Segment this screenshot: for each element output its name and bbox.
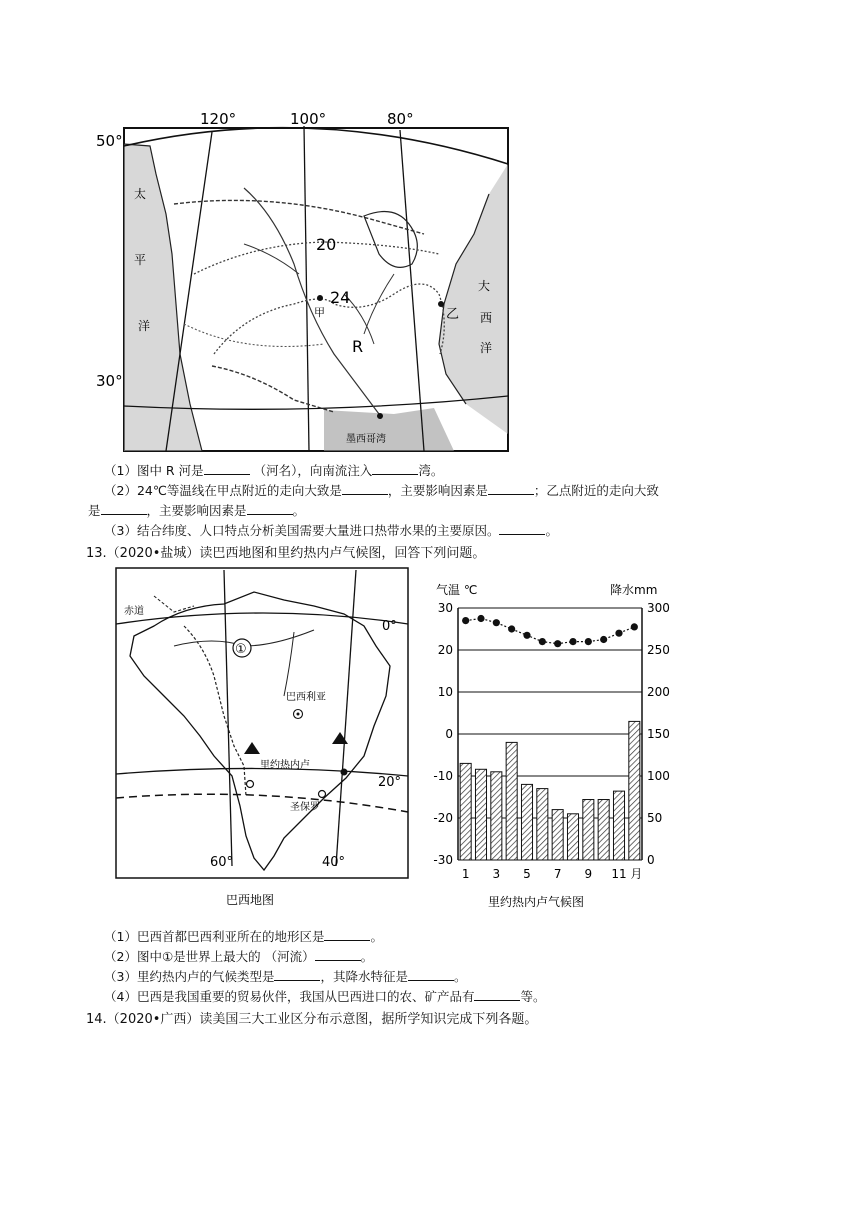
month-tick-label: 5 xyxy=(523,867,531,881)
q13-line-4: （4）巴西是我国重要的贸易伙伴，我国从巴西进口的农、矿产品有 等。 xyxy=(104,989,546,1004)
lon-label-40: 40° xyxy=(322,855,346,870)
precip-tick-label: 50 xyxy=(647,811,663,825)
temp-point xyxy=(600,636,607,643)
precip-bar xyxy=(521,784,532,860)
temp-point xyxy=(523,632,530,639)
precip-bar xyxy=(583,800,594,860)
q13-line-3: （3）里约热内卢的气候类型是 ，其降水特征是 。 xyxy=(104,969,467,984)
city-rio: 里约热内卢 xyxy=(260,760,310,771)
precip-bar xyxy=(552,810,563,860)
q12-line-4: （3）结合纬度、人口特点分析美国需要大量进口热带水果的主要原因。 。 xyxy=(104,523,558,538)
temp-point xyxy=(477,615,484,622)
blank[interactable] xyxy=(408,968,454,981)
precip-tick-label: 200 xyxy=(647,685,670,699)
temp-point xyxy=(615,630,622,637)
temp-point xyxy=(462,617,469,624)
atlantic-label-2: 西 xyxy=(480,311,493,325)
month-tick-label: 11 xyxy=(611,867,627,881)
precip-tick-label: 0 xyxy=(647,853,655,867)
precip-bar xyxy=(460,763,471,860)
precip-bar xyxy=(629,721,640,860)
precip-bar xyxy=(567,814,578,860)
precip-tick-label: 150 xyxy=(647,727,670,741)
q13-heading: 13.（2020•盐城）读巴西地图和里约热内卢气候图，回答下列问题。 xyxy=(86,546,486,561)
blank[interactable] xyxy=(101,502,147,515)
atlantic-label-1: 大 xyxy=(478,279,491,293)
pacific-label-2: 平 xyxy=(134,253,147,267)
lon-label-120: 120° xyxy=(200,110,237,128)
isotherm-label-24: 24 xyxy=(330,288,351,307)
temp-point xyxy=(631,623,638,630)
lon-label-60: 60° xyxy=(210,855,234,870)
lat-label-50: 50° xyxy=(96,132,123,150)
city-brasilia: 巴西利亚 xyxy=(286,692,326,703)
q13-line-2: （2）图中①是世界上最大的 （河流） 。 xyxy=(104,949,374,964)
temp-point xyxy=(539,638,546,645)
precip-bar xyxy=(598,800,609,860)
lat-label-0: 0° xyxy=(382,619,397,634)
temp-point xyxy=(585,638,592,645)
brazil-map-caption: 巴西地图 xyxy=(226,893,275,907)
blank[interactable] xyxy=(488,482,534,495)
blank[interactable] xyxy=(274,968,320,981)
temp-tick-label: -10 xyxy=(433,769,453,783)
gulf-label: 墨西哥湾 xyxy=(346,434,386,445)
temp-tick-label: 20 xyxy=(437,643,453,657)
climate-chart-title: 里约热内卢气候图 xyxy=(488,895,585,909)
temp-tick-label: 10 xyxy=(437,685,453,699)
q14-heading: 14.（2020•广西）读美国三大工业区分布示意图，据所学知识完成下列各题。 xyxy=(86,1012,538,1027)
city-sao-paulo: 圣保罗 xyxy=(290,802,320,813)
atlantic-label-3: 洋 xyxy=(480,341,493,355)
precip-tick-label: 100 xyxy=(647,769,670,783)
blank[interactable] xyxy=(474,988,520,1001)
precip-bar xyxy=(613,791,624,860)
isotherm-label-20: 20 xyxy=(316,235,337,254)
blank[interactable] xyxy=(315,948,361,961)
temp-point xyxy=(493,619,500,626)
river-mark: ① xyxy=(235,642,247,657)
month-tick-label: 9 xyxy=(584,867,593,881)
temp-tick-label: -30 xyxy=(433,853,453,867)
q12-line-2: （2）24℃等温线在甲点附近的走向大致是 ，主要影响因素是 ；乙点附近的走向大致 xyxy=(104,483,659,498)
month-tick-label: 7 xyxy=(553,867,562,881)
brazil-map xyxy=(114,566,414,910)
usa-map xyxy=(94,104,514,456)
blank[interactable] xyxy=(342,482,388,495)
blank[interactable] xyxy=(372,462,418,475)
equator-label: 赤道 xyxy=(124,606,144,617)
precip-bar xyxy=(491,772,502,860)
river-label-r: R xyxy=(352,337,364,356)
precip-tick-label: 300 xyxy=(647,601,670,615)
month-tick-label: 3 xyxy=(492,867,501,881)
precip-bar xyxy=(506,742,517,860)
precip-bar xyxy=(475,769,486,860)
q13-line-1: （1）巴西首都巴西利亚所在的地形区是 。 xyxy=(104,929,383,944)
blank[interactable] xyxy=(204,462,250,475)
blank[interactable] xyxy=(324,928,370,941)
precip-axis-label: 降水mm xyxy=(610,583,658,597)
precip-tick-label: 250 xyxy=(647,643,670,657)
lat-label-20: 20° xyxy=(378,775,402,790)
q12-line-1: （1）图中 R 河是 （河名），向南流注入 湾。 xyxy=(104,463,444,478)
temp-point xyxy=(569,638,576,645)
lon-label-80: 80° xyxy=(387,110,414,128)
climate-chart xyxy=(428,572,688,912)
precip-bar xyxy=(537,789,548,860)
temp-axis-label: 气温 ℃ xyxy=(436,583,478,597)
lat-label-30: 30° xyxy=(96,372,123,390)
blank[interactable] xyxy=(499,522,545,535)
pacific-label-3: 洋 xyxy=(138,319,151,333)
point-label-jia: 甲 xyxy=(314,306,325,319)
pacific-label-1: 太 xyxy=(134,187,147,201)
month-tick-label: 月 xyxy=(630,867,643,881)
lon-label-100: 100° xyxy=(290,110,327,128)
month-tick-label: 1 xyxy=(461,867,470,881)
temp-tick-label: -20 xyxy=(433,811,453,825)
blank[interactable] xyxy=(247,502,293,515)
temp-point xyxy=(554,640,561,647)
temp-line xyxy=(466,619,635,644)
q12-line-3: 是 ，主要影响因素是 。 xyxy=(88,503,306,518)
point-label-yi: 乙 xyxy=(446,307,460,322)
temp-tick-label: 0 xyxy=(445,727,453,741)
temp-point xyxy=(508,625,515,632)
temp-tick-label: 30 xyxy=(437,601,453,615)
